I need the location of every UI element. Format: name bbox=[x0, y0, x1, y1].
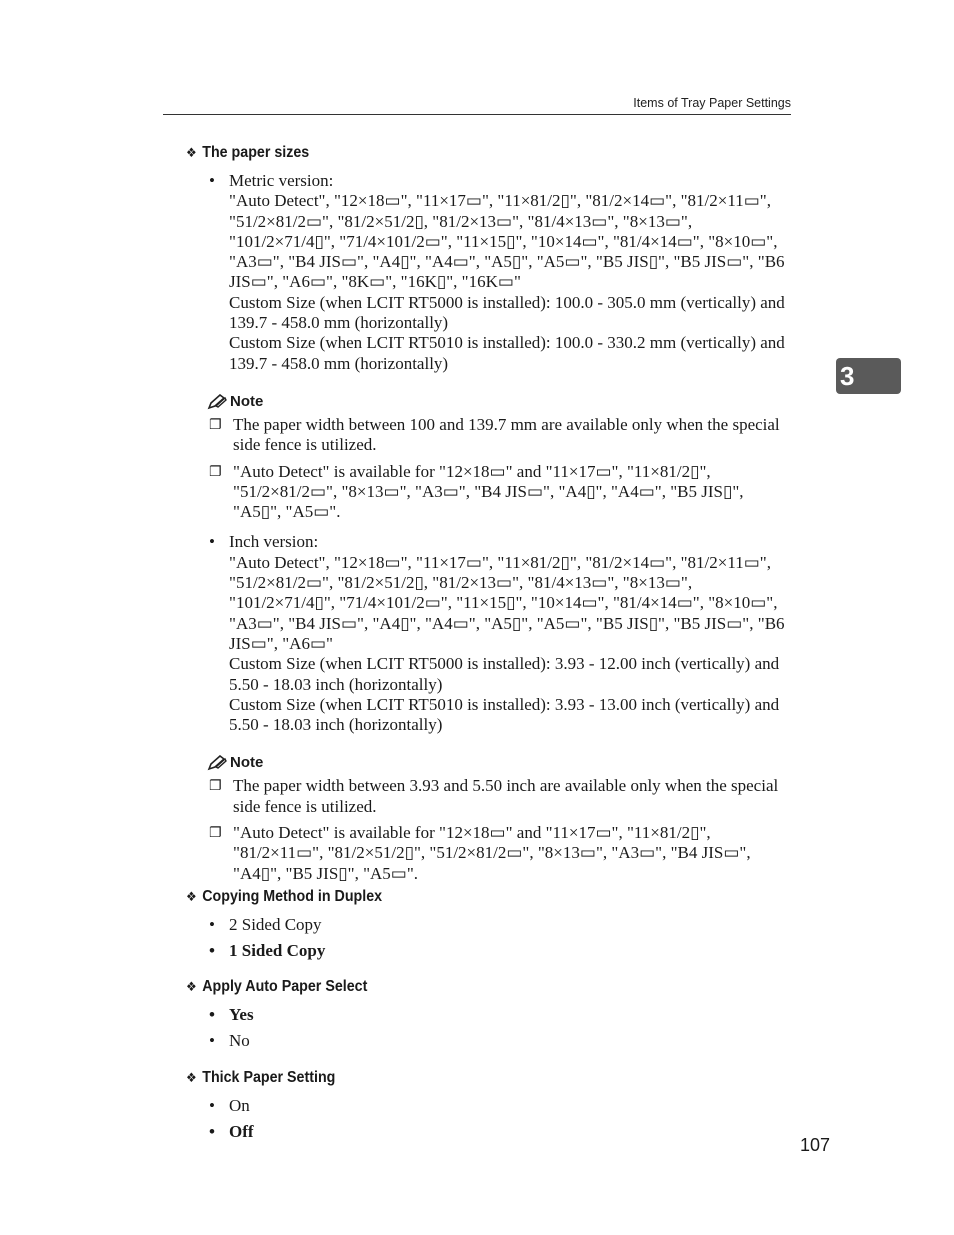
metric-label: Metric version: bbox=[229, 171, 334, 190]
inch-label: Inch version: bbox=[229, 532, 319, 552]
option-item: • 2 Sided Copy bbox=[209, 915, 322, 934]
bullet-icon: • bbox=[209, 1005, 215, 1024]
checkbox-icon: ❐ bbox=[209, 416, 222, 433]
option-item-default: • Yes bbox=[209, 1005, 254, 1024]
checkbox-icon: ❐ bbox=[209, 825, 222, 842]
diamond-icon: ❖ bbox=[186, 1070, 197, 1085]
section-thick-paper bbox=[186, 1068, 796, 1149]
metric-version-item bbox=[206, 171, 796, 374]
bullet-icon: • bbox=[209, 1096, 215, 1115]
note-item: ❐ The paper width between 100 and 139.7 mm are available only when the special side fence is utilized. bbox=[209, 414, 780, 455]
section-heading: ❖ Thick Paper Setting bbox=[186, 1069, 336, 1086]
checkbox-icon: ❐ bbox=[209, 778, 222, 795]
note-item: ❐ "Auto Detect" is available for "12×18▭" and "11×17▭", "11×81/2▯", "81/2×11▭", "81/2×51/2▯", "51/2×81/2▭", "8×13▭", "A3▭", "B4 JIS▭", "A4▯", "B5 JIS▯", "A5▭". bbox=[209, 823, 751, 883]
header-rule bbox=[163, 114, 791, 115]
bullet-icon: • bbox=[209, 1031, 215, 1051]
diamond-icon: ❖ bbox=[186, 979, 197, 994]
inch-version-item bbox=[206, 532, 796, 735]
note-item: ❐ "Auto Detect" is available for "12×18▭" and "11×17▭", "11×81/2▯", "51/2×81/2▭", "8×13▭", "A3▭", "B4 JIS▭", "A4▯", "A4▭", "B5 JIS▯", "A5▯", "A5▭". bbox=[209, 461, 744, 522]
section-paper-sizes bbox=[186, 143, 796, 890]
section-auto-paper-select bbox=[186, 977, 796, 1058]
metric-sizes: "Auto Detect", "12×18▭", "11×17▭", "11×81/2▯", "81/2×14▭", "81/2×11▭", "51/2×81/2▭", "81/2×51/2▯, "81/2×13▭", "81/4×13▭", "8×13▭", "101/2×71/4▯", "71/4×101/2▭", "11×15▯", "10×14▭", "81/4×14▭", "8×10▭", "A3▭", "B4 JIS▭", "A4▯", "A4▭", "A5▯", "A5▭", "B5 JIS▯", "B5 JIS▭", "B6 JIS▭", "A6▭", "8K▭", "16K▯", "16K▭" bbox=[229, 191, 785, 292]
section-heading bbox=[186, 143, 747, 163]
bullet-icon: • bbox=[209, 915, 215, 934]
running-header: Items of Tray Paper Settings bbox=[633, 96, 791, 110]
note-item: ❐ The paper width between 3.93 and 5.50 inch are available only when the special side fence is utilized. bbox=[209, 776, 779, 816]
metric-custom-rt5010: Custom Size (when LCIT RT5010 is installed): 100.0 - 330.2 mm (vertically) and 139.7 - 458.0 mm (horizontally) bbox=[229, 333, 785, 373]
bullet-icon: • bbox=[209, 171, 215, 190]
checkbox-icon: ❐ bbox=[209, 463, 222, 480]
bullet-icon: • bbox=[209, 532, 215, 552]
inch-sizes: "Auto Detect", "12×18▭", "11×17▭", "11×81/2▯", "81/2×14▭", "81/2×11▭", "51/2×81/2▭", "81/2×51/2▯, "81/2×13▭", "81/4×13▭", "8×13▭", "101/2×71/4▯", "71/4×101/2▭", "11×15▯", "10×14▭", "81/4×14▭", "8×10▭", "A3▭", "B4 JIS▭", "A4▯", "A4▭", "A5▯", "A5▭", "B5 JIS▯", "B5 JIS▭", "B6 JIS▭", "A6▭" bbox=[229, 552, 785, 653]
bullet-icon: • bbox=[209, 1122, 215, 1142]
section-copying-method bbox=[186, 887, 796, 968]
pencil-icon bbox=[207, 394, 227, 410]
option-item: • No bbox=[209, 1031, 250, 1051]
metric-note bbox=[207, 392, 796, 522]
note-heading: Note bbox=[207, 753, 796, 773]
option-item: • On bbox=[209, 1096, 250, 1115]
inch-note bbox=[207, 753, 796, 883]
option-item-default: • Off bbox=[209, 1122, 254, 1142]
diamond-icon: ❖ bbox=[186, 145, 197, 160]
note-heading: Note bbox=[207, 392, 796, 412]
chapter-tab: 3 bbox=[836, 358, 901, 394]
inch-custom-rt5010: Custom Size (when LCIT RT5010 is installed): 3.93 - 13.00 inch (vertically) and 5.50 - 18.03 inch (horizontally) bbox=[229, 694, 780, 735]
page-number: 107 bbox=[800, 1135, 831, 1155]
section-heading: ❖ Copying Method in Duplex bbox=[186, 888, 383, 905]
bullet-icon: • bbox=[209, 941, 215, 961]
option-item-default: • 1 Sided Copy bbox=[209, 941, 326, 961]
metric-custom-rt5000: Custom Size (when LCIT RT5000 is installed): 100.0 - 305.0 mm (vertically) and 139.7 - 458.0 mm (horizontally) bbox=[229, 292, 785, 333]
pencil-icon bbox=[207, 755, 227, 771]
inch-custom-rt5000: Custom Size (when LCIT RT5000 is installed): 3.93 - 12.00 inch (vertically) and 5.50 - 18.03 inch (horizontally) bbox=[229, 654, 780, 694]
diamond-icon: ❖ bbox=[186, 889, 197, 904]
section-heading: ❖ Apply Auto Paper Select bbox=[186, 978, 368, 995]
heading-text: The paper sizes bbox=[202, 144, 310, 161]
